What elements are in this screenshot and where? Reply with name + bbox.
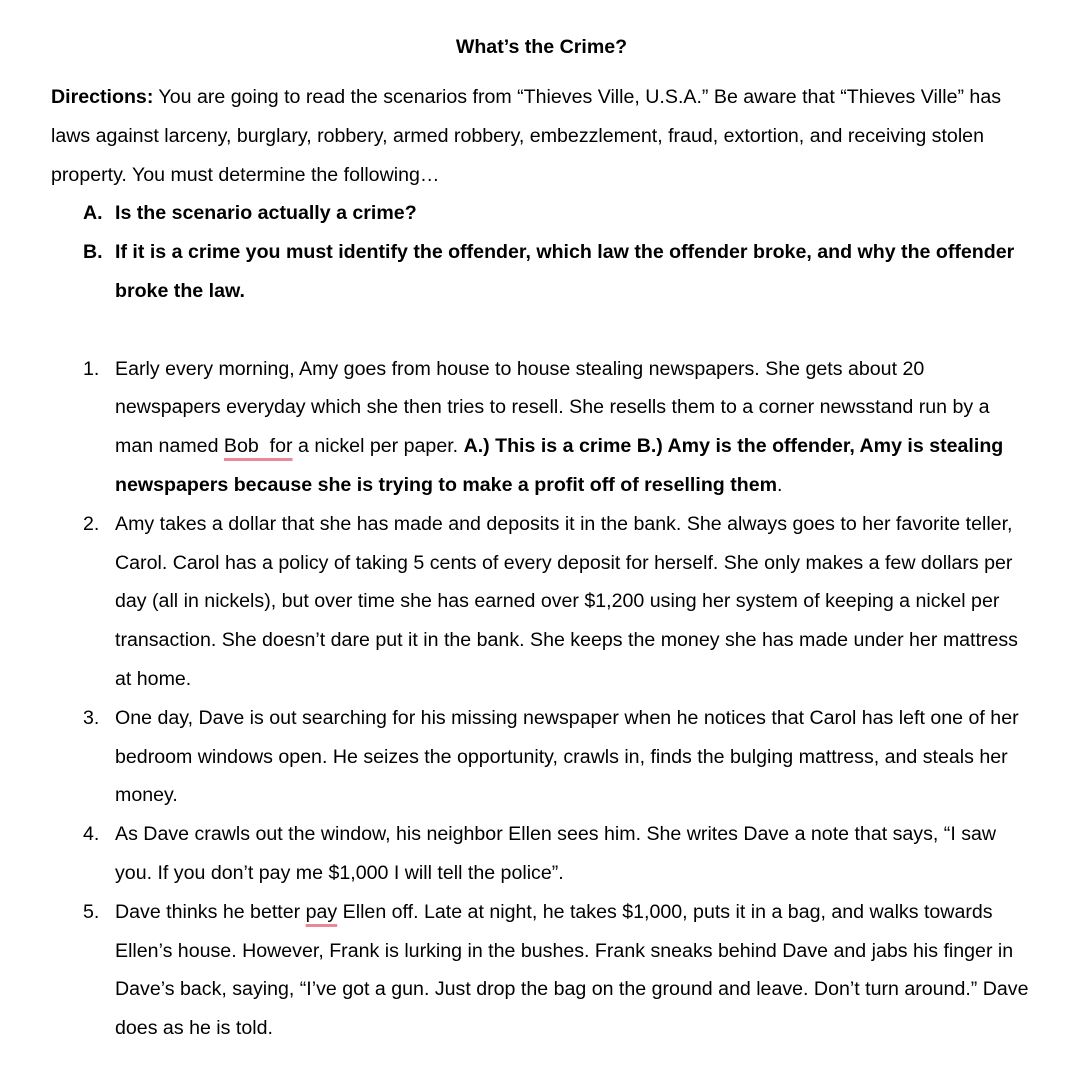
- scenario-text-end: .: [777, 473, 783, 496]
- scenario-item: [51, 815, 1032, 893]
- scenario-number: 2.: [83, 512, 100, 535]
- scenario-answer: A.) This is a crime B.) Amy is the offender, Amy is stealing newspapers because she is trying to make a profit off of reselling them: [115, 435, 1004, 496]
- criteria-item: [51, 194, 1032, 233]
- scenario-item: [51, 893, 1032, 1048]
- scenario-number: 5.: [83, 900, 100, 923]
- scenario-text: Early every morning, Amy goes from house to house stealing newspapers. She gets about 20 newspapers everyday which she then tries to resell. She resells them to a corner newsstand run by a man named: [115, 357, 990, 458]
- criteria-list: [51, 194, 1032, 310]
- spelling-flagged-text[interactable]: Bob for: [223, 435, 293, 458]
- directions-paragraph: [51, 78, 1032, 194]
- criteria-text: If it is a crime you must identify the offender, which law the offender broke, and why the offender broke the law.: [115, 241, 1015, 302]
- criteria-marker: B.: [83, 241, 103, 264]
- scenario-text: Dave thinks he better: [115, 900, 306, 923]
- criteria-item: [51, 233, 1032, 311]
- scenario-item: [51, 505, 1032, 699]
- scenario-number: 3.: [83, 706, 100, 729]
- scenario-item: [51, 699, 1032, 815]
- document-title: What’s the Crime?: [455, 36, 628, 58]
- criteria-marker: A.: [83, 202, 103, 225]
- scenario-text: Ellen off. Late at night, he takes $1,000, puts it in a bag, and walks towards Ellen’s house. However, Frank is lurking in the bushes. Frank sneaks behind Dave and jabs his finger in Dave’s back, saying, “I’ve got a gun. Just drop the bag on the ground and leave. Don’t turn around.” Dave does as he is told.: [115, 900, 1029, 1040]
- scenario-text: Amy takes a dollar that she has made and deposits it in the bank. She always goes to her favorite teller, Carol. Carol has a policy of taking 5 cents of every deposit for herself. She only makes a few dollars per day (all in nickels), but over time she has earned over $1,200 using her system of keeping a nickel per transaction. She doesn’t dare put it in the bank. She keeps the money she has made under her mattress at home.: [115, 512, 1018, 690]
- spelling-flagged-text[interactable]: pay: [305, 900, 338, 923]
- scenario-text: a nickel per paper.: [292, 435, 464, 458]
- directions-text: You are going to read the scenarios from “Thieves Ville, U.S.A.” Be aware that “Thieves Ville” has laws against larceny, burglary, robbery, armed robbery, embezzlement, fraud, extortion, and receiving stolen property. You must determine the following…: [51, 86, 1002, 186]
- scenario-number: 1.: [83, 357, 100, 380]
- scenario-number: 4.: [83, 823, 100, 846]
- scenario-text: One day, Dave is out searching for his missing newspaper when he notices that Carol has left one of her bedroom windows open. He seizes the opportunity, crawls in, finds the bulging mattress, and steals her money.: [115, 706, 1019, 807]
- scenario-item: [51, 350, 1032, 505]
- scenario-text: As Dave crawls out the window, his neighbor Ellen sees him. She writes Dave a note that says, “I saw you. If you don’t pay me $1,000 I will tell the police”.: [115, 823, 997, 884]
- blank-line: [51, 311, 1032, 350]
- directions-label: Directions:: [51, 86, 154, 108]
- scenario-list: [51, 350, 1032, 1048]
- criteria-text: Is the scenario actually a crime?: [115, 202, 417, 225]
